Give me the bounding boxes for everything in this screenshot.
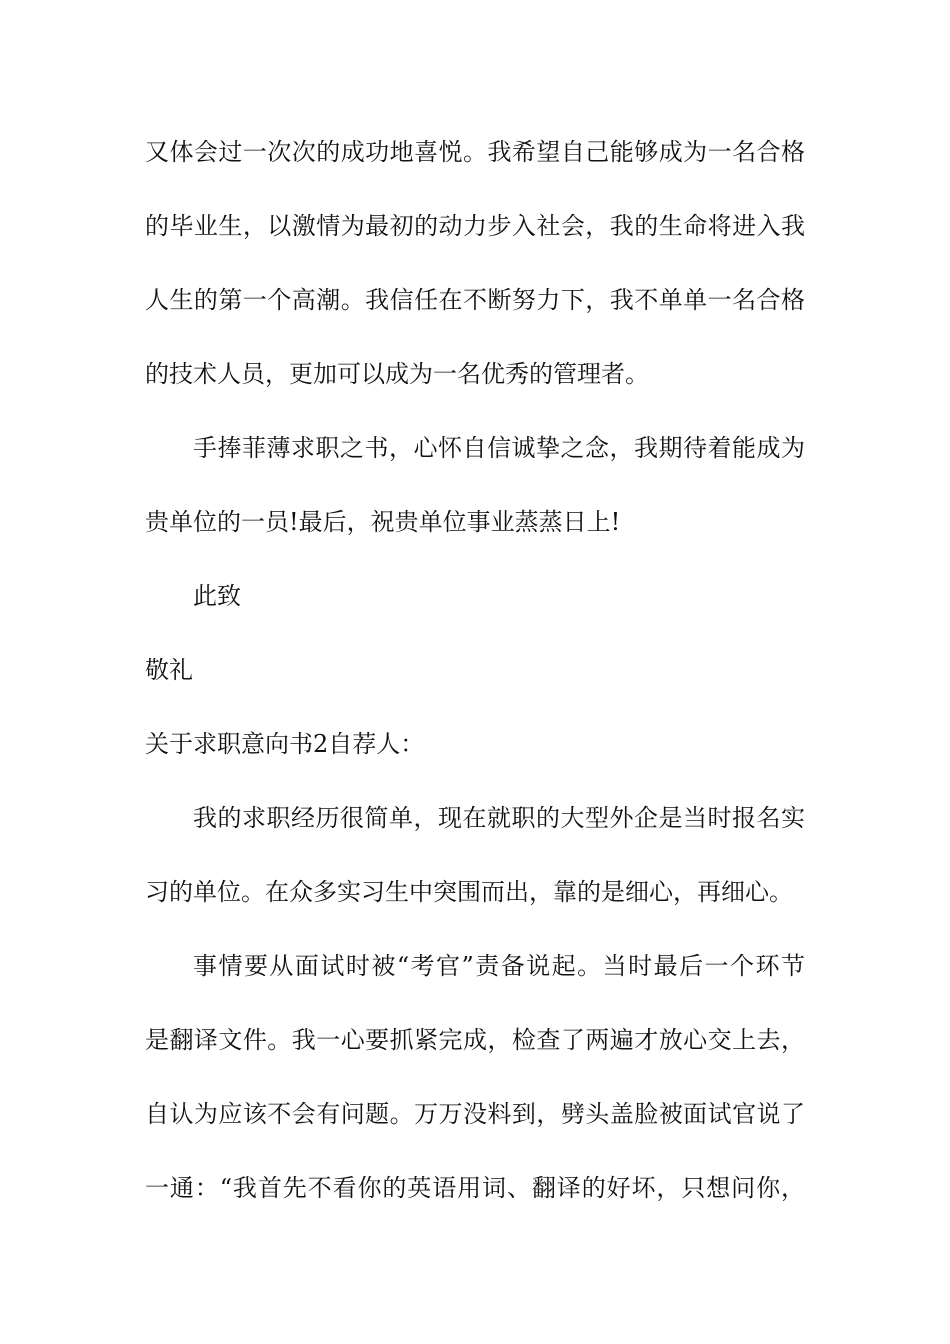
text-line: 一通：“我首先不看你的英语用词、翻译的好坏，只想问你， (145, 1174, 805, 1202)
closing-regards: 敬礼 (145, 656, 193, 684)
paragraph-start-line: 我的求职经历很简单，现在就职的大型外企是当时报名实 (193, 804, 805, 832)
paragraph-start-line: 事情要从面试时被“考官”责备说起。当时最后一个环节 (193, 952, 805, 980)
section-heading: 关于求职意向书2自荐人： (145, 730, 425, 758)
text-line: 自认为应该不会有问题。万万没料到，劈头盖脸被面试官说了 (145, 1100, 805, 1128)
text-line: 人生的第一个高潮。我信任在不断努力下，我不单单一名合格 (145, 286, 805, 314)
closing-salutation: 此致 (193, 582, 241, 610)
text-line: 习的单位。在众多实习生中突围而出，靠的是细心，再细心。 (145, 878, 793, 906)
text-line: 又体会过一次次的成功地喜悦。我希望自己能够成为一名合格 (145, 138, 805, 166)
text-line: 贵单位的一员!最后，祝贵单位事业蒸蒸日上! (145, 508, 621, 536)
text-line: 是翻译文件。我一心要抓紧完成，检查了两遍才放心交上去， (145, 1026, 805, 1054)
text-line: 的技术人员，更加可以成为一名优秀的管理者。 (145, 360, 649, 388)
text-line: 的毕业生，以激情为最初的动力步入社会，我的生命将进入我 (145, 212, 805, 240)
paragraph-start-line: 手捧菲薄求职之书，心怀自信诚挚之念，我期待着能成为 (193, 434, 805, 462)
